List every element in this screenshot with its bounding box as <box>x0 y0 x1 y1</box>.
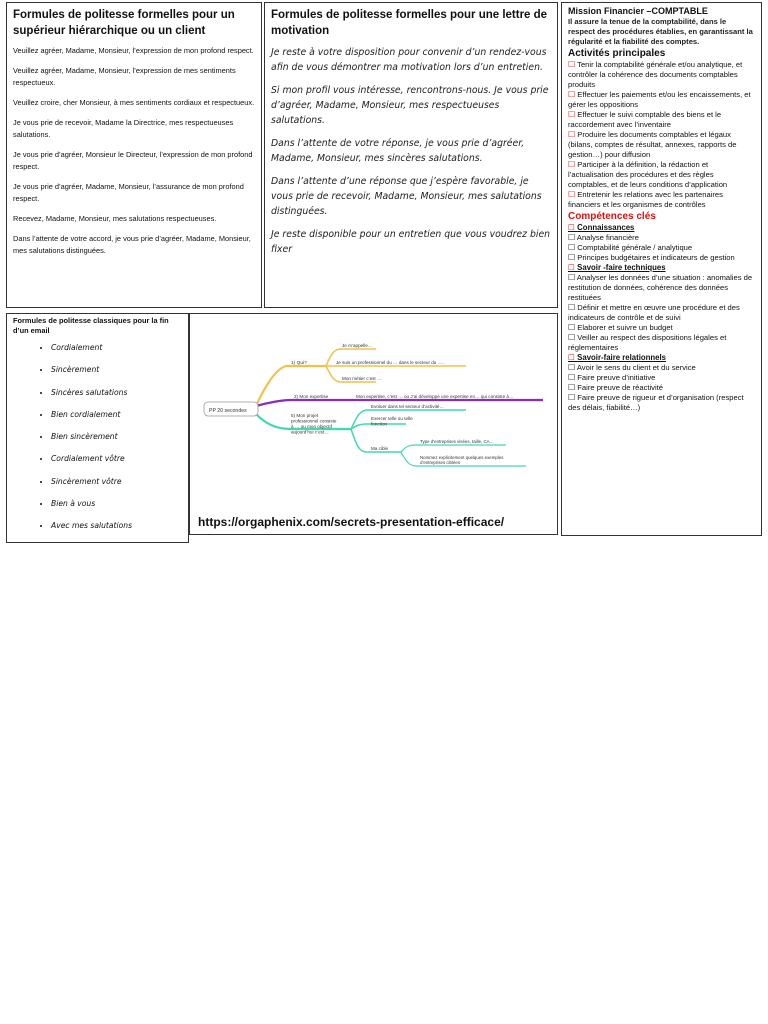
list-item: ☐ Elaborer et suivre un budget <box>568 323 673 332</box>
list-item: • Sincèrement vôtre <box>51 476 182 487</box>
list-item: • Cordialement <box>51 342 182 353</box>
savoir-faire-heading: ☐ Savoir -faire techniques <box>568 263 666 272</box>
checkbox-icon: ☐ <box>568 60 576 69</box>
node-label: Je m’appelle… <box>342 343 373 348</box>
list-item: ☐ Avoir le sens du client et du service <box>568 363 696 372</box>
checkbox-icon: ☐ <box>568 160 576 169</box>
checkbox-icon: ☐ <box>568 353 575 362</box>
list-item: • Sincères salutations <box>51 387 182 398</box>
formula-item: Je vous prie de recevoir, Madame la Directrice, mes respectueuses salutations. <box>13 118 234 139</box>
node-label-wrapped: Nommez explicitement quelques exemples d’entreprises ciblées <box>420 455 504 466</box>
checkbox-icon: ☐ <box>568 303 576 312</box>
panel-title: Formules de politesse classiques pour la fin d’un email <box>13 316 169 335</box>
root-label: PP 20 secondes <box>209 408 247 414</box>
job-description-panel <box>561 2 762 536</box>
list-item: ☐ Tenir la comptabilité générale et/ou analytique, et contrôler la cohérence des documents comptables produits <box>568 60 743 89</box>
closing-list <box>13 342 182 531</box>
formula-item: Je reste à votre disposition pour convenir d’un rendez-vous afin de vous démontrer ma motivation lors d’un entretien. <box>271 47 547 73</box>
checkbox-icon: ☐ <box>568 110 576 119</box>
list-item: • Sincèrement <box>51 364 182 375</box>
formula-item: Dans l’attente de votre accord, je vous prie d’agréer, Madame, Monsieur, mes salutations distinguées. <box>13 234 251 255</box>
node-label-wrapped: 5) Mon projet professionnel consiste à … ou mon objectif aujourd’hui c’est… <box>291 413 337 435</box>
checkbox-icon: ☐ <box>568 190 576 199</box>
formula-item: Si mon profil vous intéresse, rencontrons-nous. Je vous prie d’agréer, Madame, Monsieur, mes respectueuses salutations. <box>271 85 549 126</box>
mindmap-diagram <box>196 334 552 484</box>
list-item: • Cordialement vôtre <box>51 453 182 464</box>
job-intro: Il assure la tenue de la comptabilité, dans le respect des procédures établies, en garantissant la régularité et la fiabilité des comptes. <box>568 17 753 46</box>
list-item: ☐ Participer à la définition, la rédaction et l’actualisation des procédures et des règles comptables, et de leurs conditions d’application <box>568 160 728 189</box>
checkbox-icon: ☐ <box>568 383 576 392</box>
motivation-letter-panel <box>264 2 558 308</box>
list-item: ☐ Définir et mettre en œuvre une procédure et des indicateurs de contrôle et de suivi <box>568 303 740 322</box>
formal-superior-panel <box>6 2 262 308</box>
job-title: Mission Financier –COMPTABLE <box>568 6 708 16</box>
checkbox-icon: ☐ <box>568 263 575 272</box>
panel-title: Formules de politesse formelles pour un supérieur hiérarchique ou un client <box>13 9 235 37</box>
checkbox-icon: ☐ <box>568 253 576 262</box>
connector <box>401 445 506 452</box>
checkbox-icon: ☐ <box>568 223 575 232</box>
formula-item: Dans l’attente d’une réponse que j’espère favorable, je vous prie de recevoir, Madame, Monsieur, mes salutations distinguées. <box>271 176 542 217</box>
source-url-link[interactable]: https://orgaphenix.com/secrets-presentation-efficace/ <box>198 515 505 529</box>
relational-heading: ☐ Savoir-faire relationnels <box>568 353 667 362</box>
list-item: ☐ Analyse financière <box>568 233 639 242</box>
list-item: ☐ Faire preuve d’initiative <box>568 373 656 382</box>
list-item: ☐ Produire les documents comptables et légaux (bilans, comptes de résultat, annexes, rapports de gestion…) pour diffusion <box>568 130 737 159</box>
list-item: ☐ Faire preuve de rigueur et d’organisation (respect des délais, fiabilité…) <box>568 393 744 412</box>
node-label: Ma cible <box>371 446 389 451</box>
checkbox-icon: ☐ <box>568 130 576 139</box>
formula-list <box>13 45 255 257</box>
checkbox-icon: ☐ <box>568 323 576 332</box>
formula-item: Veuillez agréer, Madame, Monsieur, l’expression de mes sentiments respectueux. <box>13 66 236 87</box>
node-label: Evoluer dans tel secteur d’activité… <box>371 404 445 409</box>
list-item: • Bien à vous <box>51 498 182 509</box>
node-label: Mon métier c’est … <box>342 376 382 381</box>
list-item: ☐ Principes budgétaires et indicateurs de gestion <box>568 253 735 262</box>
email-closing-panel <box>6 313 189 543</box>
node-label-wrapped: Exercer telle ou telle fonction <box>371 416 413 427</box>
checkbox-icon: ☐ <box>568 393 576 402</box>
formula-item: Je vous prie d’agréer, Monsieur le Directeur, l’expression de mon profond respect. <box>13 150 253 171</box>
node-label: 2) Mon expertise <box>294 394 329 399</box>
mindmap-panel <box>189 313 558 535</box>
list-item: ☐ Effectuer le suivi comptable des biens et le raccordement avec l’inventaire <box>568 110 722 129</box>
checkbox-icon: ☐ <box>568 273 576 282</box>
list-item: ☐ Entretenir les relations avec les partenaires financiers et les organismes de contrôles <box>568 190 723 209</box>
list-item: ☐ Analyser les données d’une situation : anomalies de restitution de données, cohérence des données restituées <box>568 273 753 302</box>
node-label: Je suis un professionnel du … dans le secteur du ….. <box>336 360 445 365</box>
checkbox-icon: ☐ <box>568 333 576 342</box>
formula-item: Je reste disponible pour un entretien que vous voudrez bien fixer <box>271 229 551 255</box>
node-label: Type d’entreprises visées, taille, CA… <box>420 439 494 444</box>
list-item: ☐ Faire preuve de réactivité <box>568 383 663 392</box>
list-item: ☐ Effectuer les paiements et/ou les encaissements, et gérer les oppositions <box>568 90 751 109</box>
checkbox-icon: ☐ <box>568 233 576 242</box>
checkbox-icon: ☐ <box>568 373 576 382</box>
checkbox-icon: ☐ <box>568 90 576 99</box>
activities-heading: Activités principales <box>568 48 666 59</box>
list-item: • Avec mes salutations <box>51 520 182 531</box>
list-item: • Bien cordialement <box>51 409 182 420</box>
list-item: ☐ Veiller au respect des dispositions légales et réglementaires <box>568 333 727 352</box>
node-label: Mon expertise, c’est … ou J’ai développé une expertise en… qui consiste à… <box>356 394 514 399</box>
knowledge-heading: ☐ Connaissances <box>568 223 635 232</box>
checkbox-icon: ☐ <box>568 243 576 252</box>
list-item: ☐ Comptabilité générale / analytique <box>568 243 693 252</box>
skills-heading: Compétences clés <box>568 211 656 222</box>
formula-item: Dans l’attente de votre réponse, je vous prie d’agréer, Madame, Monsieur, mes sincères salutations. <box>271 138 525 164</box>
panel-title: Formules de politesse formelles pour une lettre de motivation <box>271 9 548 37</box>
formula-item: Veuillez agréer, Madame, Monsieur, l’expression de mon profond respect. <box>13 46 254 55</box>
formula-item: Veuillez croire, cher Monsieur, à mes sentiments cordiaux et respectueux. <box>13 98 255 107</box>
node-label: 1) Qui? <box>291 361 307 366</box>
list-item: • Bien sincèrement <box>51 431 182 442</box>
formula-item: Recevez, Madame, Monsieur, mes salutations respectueuses. <box>13 214 217 223</box>
formula-item: Je vous prie d’agréer, Madame, Monsieur, l’assurance de mon profond respect. <box>13 182 244 203</box>
checkbox-icon: ☐ <box>568 363 576 372</box>
